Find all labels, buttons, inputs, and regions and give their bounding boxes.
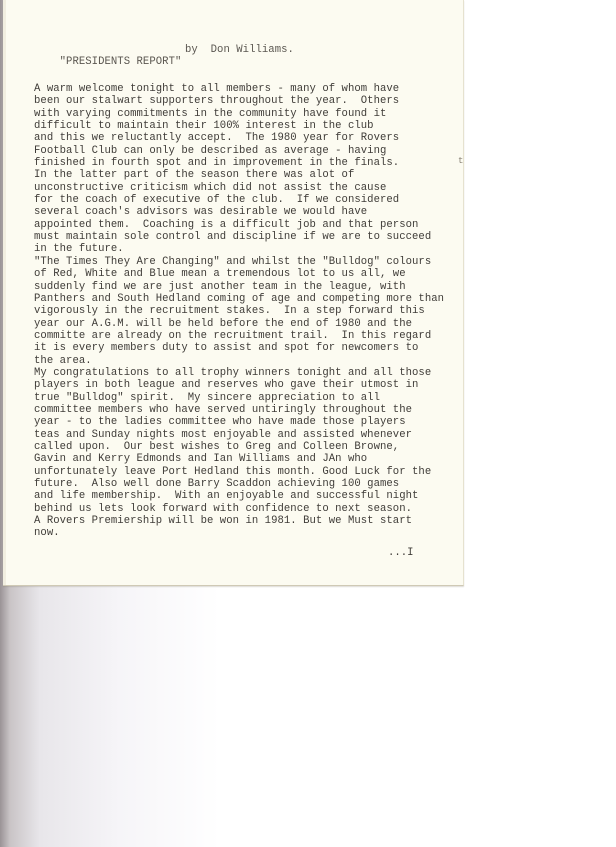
body-line: it is every members duty to assist and spot for newcomers to [34, 342, 419, 355]
body-line: and this we reluctantly accept. The 1980 year for Rovers [34, 132, 400, 145]
body-line: A Rovers Premiership will be won in 1981. But we Must start [34, 515, 413, 528]
body-line: and life membership. With an enjoyable and successful night [34, 490, 419, 503]
body-line: been our stalwart supporters throughout the year. Others [34, 95, 400, 108]
body-line: must maintain sole control and discipline if we are to succeed [34, 231, 432, 244]
body-line: Panthers and South Hedland coming of age and competing more than [34, 292, 445, 305]
body-line: year - to the ladies committee who have made those players [34, 416, 406, 429]
typewritten-page [3, 0, 464, 586]
body-line: behind us lets look forward with confidence to next season. [34, 502, 413, 515]
body-line: Football Club can only be described as average - having [34, 144, 387, 157]
body-line: My congratulations to all trophy winners tonight and all those [34, 366, 432, 379]
body-line: difficult to maintain their 100% interest in the club [34, 120, 374, 133]
body-line: "The Times They Are Changing" and whilst the "Bulldog" colours [34, 255, 432, 268]
body-line: unfortunately leave Port Hedland this month. Good Luck for the [34, 465, 432, 478]
body-line: teas and Sunday nights most enjoyable and assisted whenever [34, 428, 413, 441]
body-line: In the latter part of the season there was alot of [34, 169, 355, 182]
body-line: of Red, White and Blue mean a tremendous lot to us all, we [34, 268, 406, 281]
body-line: now. [34, 527, 60, 540]
report-title: "PRESIDENTS REPORT" [59, 56, 182, 68]
continuation-mark: ...I [388, 547, 414, 559]
body-line: year our A.G.M. will be held before the end of 1980 and the [34, 317, 413, 330]
body-line: appointed them. Coaching is a difficult job and that person [34, 218, 419, 231]
body-line: several coach's advisors was desirable we would have [34, 206, 368, 219]
report-author: by Don Williams. [185, 44, 294, 56]
body-line: true "Bulldog" spirit. My sincere appreciation to all [34, 391, 380, 404]
body-line: committe are already on the recruitment trail. In this regard [34, 329, 432, 342]
body-line: with varying commitments in the community have found it [34, 107, 387, 120]
body-line: future. Also well done Barry Scaddon achieving 100 games [34, 478, 400, 490]
body-line: suddenly find we are just another team in the league, with [34, 280, 406, 293]
body-line: finished in fourth spot and in improvement in the finals. [34, 157, 400, 170]
body-line: players in both league and reserves who gave their utmost in [34, 379, 419, 392]
body-line: for the coach of executive of the club. If we considered [34, 194, 400, 207]
body-line: unconstructive criticism which did not assist the cause [34, 181, 387, 194]
body-line: Gavin and Kerry Edmonds and Ian Williams and JAn who [34, 453, 368, 466]
body-line: committee members who have served untiringly throughout the [34, 403, 413, 416]
body-line: the area. [34, 354, 92, 367]
margin-mark: t [458, 156, 464, 166]
body-line: called upon. Our best wishes to Greg and Colleen Browne, [34, 440, 400, 453]
body-line: in the future. [34, 243, 124, 256]
body-line: A warm welcome tonight to all members - many of whom have [34, 83, 400, 95]
body-line: vigorously in the recruitment stakes. In a step forward this [34, 305, 425, 318]
report-body [34, 83, 444, 540]
